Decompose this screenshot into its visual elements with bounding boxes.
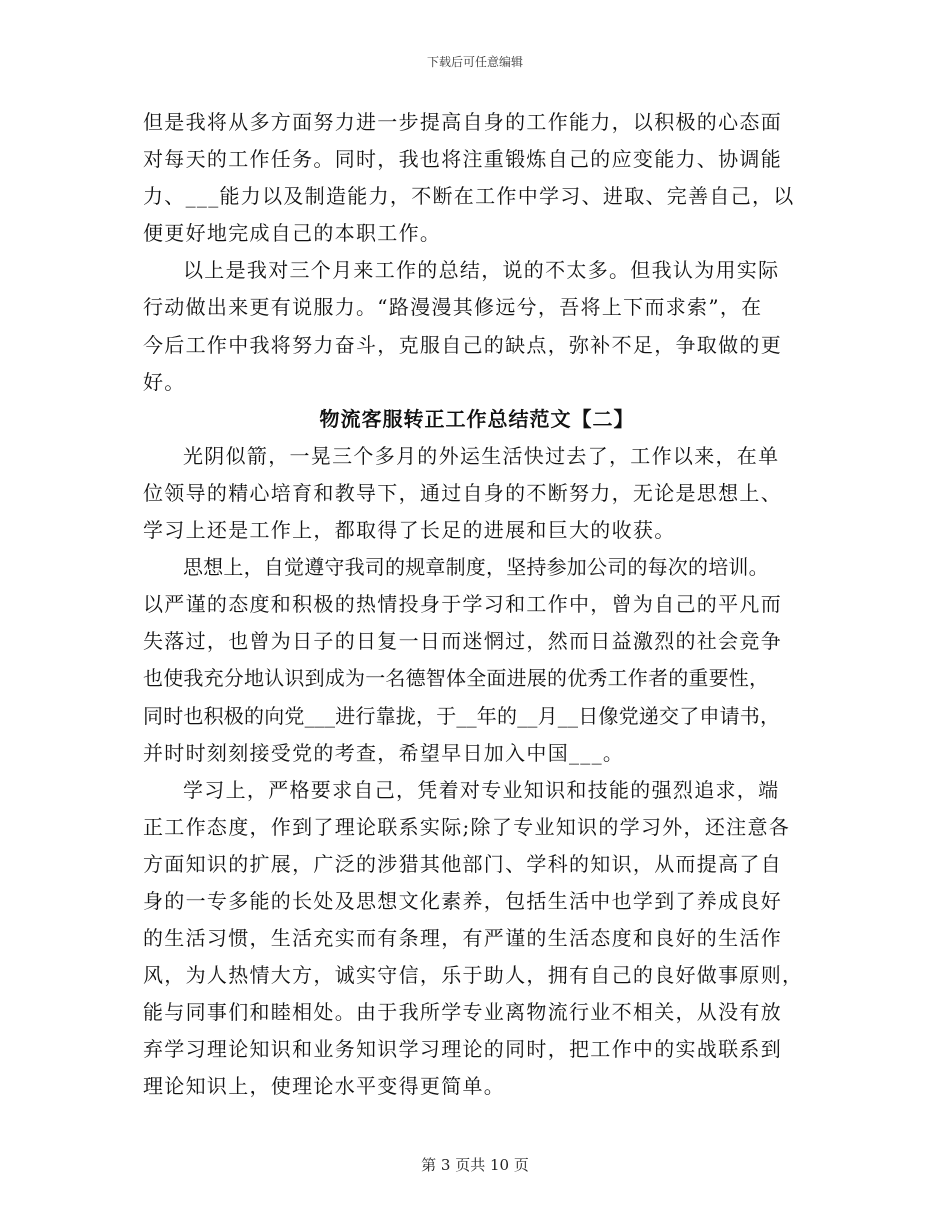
text-line: 今后工作中我将努力奋斗，克服自己的缺点，弥补不足，争取做的更: [143, 332, 782, 357]
document-body: [143, 104, 811, 1106]
text-line: 行动做出来更有说服力。“路漫漫其修远兮，吾将上下而求索”，在: [143, 295, 763, 320]
text-line: 弃学习理论知识和业务知识学习理论的同时，把工作中的实战联系到: [143, 1037, 782, 1062]
text-line: 正工作态度，作到了理论联系实际;除了专业知识的学习外，还注意各: [143, 814, 791, 839]
text-line: 以严谨的态度和积极的热情投身于学习和工作中，曾为自己的平凡而: [143, 592, 782, 617]
text-line: 失落过，也曾为日子的日复一日而迷惘过，然而日益激烈的社会竞争: [143, 629, 782, 654]
text-line: 思想上，自觉遵守我司的规章制度，坚持参加公司的每次的培训。: [183, 555, 769, 580]
text-line: 方面知识的扩展，广泛的涉猎其他部门、学科的知识，从而提高了自: [143, 851, 782, 876]
page-footer: 第 3 页共 10 页: [421, 1156, 529, 1174]
text-line: 身的一专多能的长处及思想文化素养，包括生活中也学到了养成良好: [143, 888, 782, 913]
text-line: 好。: [143, 369, 186, 394]
text-line: 理论知识上，使理论水平变得更简单。: [143, 1074, 506, 1099]
text-line: 光阴似箭，一晃三个多月的外运生活快过去了，工作以来，在单: [183, 443, 780, 468]
text-line: 风，为人热情大方，诚实守信，乐于助人，拥有自己的良好做事原则，: [143, 963, 804, 988]
text-line: 位领导的精心培育和教导下，通过自身的不断努力，无论是思想上、: [143, 480, 782, 505]
text-line: 也使我充分地认识到成为一名德智体全面进展的优秀工作者的重要性，: [143, 666, 770, 691]
page-header: 下载后可任意编辑: [426, 55, 523, 69]
text-line: 但是我将从多方面努力进一步提高自身的工作能力，以积极的心态面: [143, 110, 782, 134]
text-line: 同时也积极的向党___进行靠拢，于__年的__月__日像党递交了申请书，: [143, 703, 781, 728]
text-line: 学习上还是工作上，都取得了长足的进展和巨大的收获。: [143, 518, 676, 543]
text-line: 学习上，严格要求自己，凭着对专业知识和技能的强烈追求，端: [183, 777, 780, 802]
text-line: 对每天的工作任务。同时，我也将注重锻炼自己的应变能力、协调能: [143, 147, 782, 172]
text-line: 并时时刻刻接受党的考查，希望早日加入中国___。: [143, 740, 625, 765]
text-line: 的生活习惯，生活充实而有条理，有严谨的生活态度和良好的生活作: [143, 926, 782, 951]
section-heading: 物流客服转正工作总结范文【二】: [319, 406, 635, 431]
text-line: 能与同事们和睦相处。由于我所学专业离物流行业不相关，从没有放: [143, 1000, 782, 1025]
text-line: 力、___能力以及制造能力，不断在工作中学习、进取、完善自己，以: [143, 184, 795, 209]
text-line: 便更好地完成自己的本职工作。: [143, 221, 442, 246]
text-line: 以上是我对三个月来工作的总结，说的不太多。但我认为用实际: [183, 258, 780, 283]
